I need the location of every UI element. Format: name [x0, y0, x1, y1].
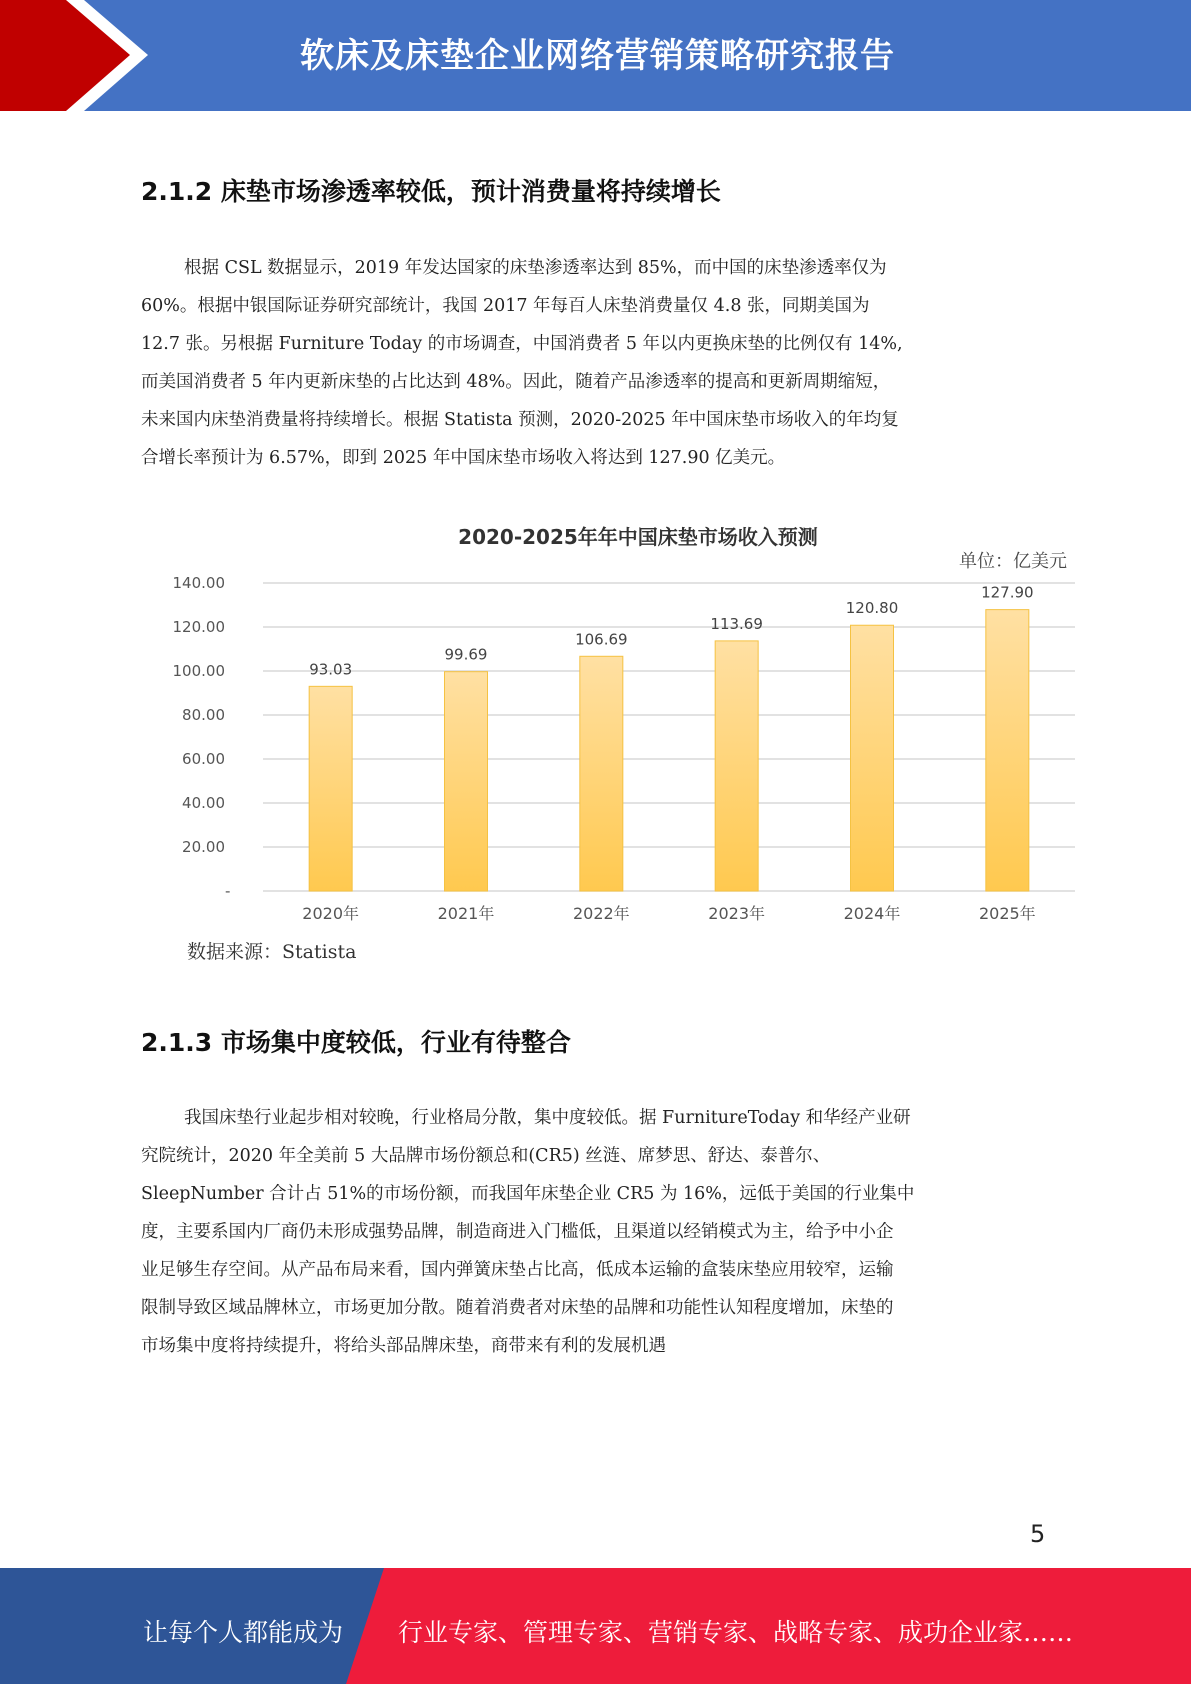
- paragraph-line: 根据 CSL 数据显示，2019 年发达国家的床垫渗透率达到 85%，而中国的床垫渗透率仅为: [184, 258, 887, 278]
- bar-value-label: 93.03: [309, 660, 353, 679]
- section-2-1-2-paragraph: [141, 249, 1051, 477]
- chart-bar: [715, 641, 758, 891]
- x-category-label: 2023年: [708, 904, 766, 923]
- x-category-label: 2025年: [978, 904, 1036, 923]
- paragraph-line: 而美国消费者 5 年内更新床垫的占比达到 48%。因此，随着产品渗透率的提高和更新周期缩短，: [141, 372, 891, 392]
- paragraph-line: 12.7 张。另根据 Furniture Today 的市场调查，中国消费者 5 年以内更换床垫的比例仅有 14%,: [141, 334, 903, 354]
- x-category-label: 2021年: [437, 904, 495, 923]
- paragraph-line: 度，主要系国内厂商仍未形成强势品牌，制造商进入门槛低，且渠道以经销模式为主，给予中小企: [141, 1222, 894, 1242]
- paragraph-line: 限制导致区域品牌林立，市场更加分散。随着消费者对床垫的品牌和功能性认知程度增加，床垫的: [141, 1298, 894, 1318]
- paragraph-line: 我国床垫行业起步相对较晚，行业格局分散，集中度较低。据 FurnitureToday 和华经产业研: [184, 1108, 911, 1128]
- chart-bar: [580, 656, 623, 891]
- y-tick-label: 100.00: [172, 662, 225, 680]
- bar-value-label: 106.69: [575, 630, 628, 649]
- paragraph-line: SleepNumber 合计占 51%的市场份额，而我国年床垫企业 CR5 为 16%，远低于美国的行业集中: [141, 1184, 915, 1204]
- y-tick-label: 120.00: [172, 618, 225, 636]
- y-tick-label: 140.00: [172, 574, 225, 592]
- chart-title: 2020-2025年年中国床垫市场收入预测: [458, 525, 818, 549]
- paragraph-line: 60%。根据中银国际证券研究部统计，我国 2017 年每百人床垫消费量仅 4.8 张，同期美国为: [141, 296, 870, 316]
- paragraph-line: 究院统计，2020 年全美前 5 大品牌市场份额总和(CR5) 丝涟、席梦思、舒达、泰普尔、: [141, 1146, 831, 1166]
- bar-value-label: 113.69: [710, 614, 763, 633]
- chart-bar: [851, 625, 894, 891]
- y-tick-label: -: [225, 882, 231, 900]
- x-category-label: 2024年: [843, 904, 901, 923]
- y-tick-label: 20.00: [182, 838, 225, 856]
- paragraph-line: 业足够生存空间。从产品布局来看，国内弹簧床垫占比高，低成本运输的盒装床垫应用较窄，运输: [141, 1260, 894, 1280]
- bar-value-label: 99.69: [444, 645, 488, 664]
- section-heading-2-1-2: 2.1.2 床垫市场渗透率较低，预计消费量将持续增长: [141, 177, 721, 206]
- section-heading-2-1-3: 2.1.3 市场集中度较低，行业有待整合: [141, 1028, 571, 1057]
- header-banner: [0, 0, 1191, 111]
- chart-bar: [309, 686, 352, 891]
- revenue-bar-chart: [172, 520, 1090, 934]
- page-number: 5: [1030, 1520, 1046, 1548]
- paragraph-line: 未来国内床垫消费量将持续增长。根据 Statista 预测，2020-2025 年中国床垫市场收入的年均复: [141, 410, 899, 430]
- y-tick-label: 80.00: [182, 706, 225, 724]
- section-2-1-3-paragraph: [141, 1099, 1051, 1365]
- footer-slogan-left: 让每个人都能成为: [143, 1618, 344, 1647]
- bar-value-label: 127.90: [981, 583, 1034, 602]
- chart-bar: [986, 610, 1029, 891]
- footer-banner: [0, 1568, 1191, 1684]
- chart-canvas: [172, 520, 1090, 930]
- y-tick-label: 40.00: [182, 794, 225, 812]
- x-category-label: 2020年: [302, 904, 360, 923]
- y-tick-label: 60.00: [182, 750, 225, 768]
- paragraph-line: 合增长率预计为 6.57%，即到 2025 年中国床垫市场收入将达到 127.90 亿美元。: [141, 448, 786, 468]
- report-title: 软床及床垫企业网络营销策略研究报告: [300, 36, 895, 76]
- chart-unit-label: 单位：亿美元: [959, 551, 1067, 572]
- footer-slogan-right: 行业专家、管理专家、营销专家、战略专家、成功企业家……: [398, 1618, 1074, 1647]
- x-category-label: 2022年: [572, 904, 630, 923]
- chart-bar: [445, 672, 488, 891]
- chart-source: 数据来源：Statista: [187, 941, 357, 963]
- paragraph-line: 市场集中度将持续提升，将给头部品牌床垫，商带来有利的发展机遇: [141, 1336, 666, 1356]
- bar-value-label: 120.80: [845, 599, 899, 618]
